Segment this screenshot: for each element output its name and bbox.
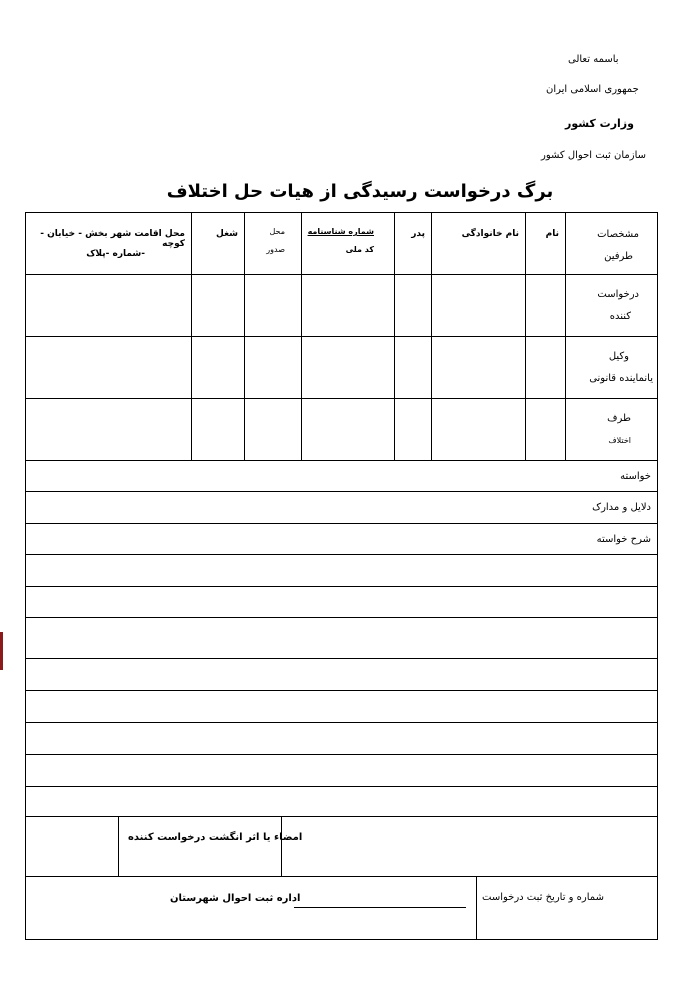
row-party — [566, 399, 658, 461]
cell-job[interactable] — [192, 275, 245, 337]
divider-line — [25, 786, 657, 787]
divider-line — [25, 690, 657, 691]
description-lines-box — [25, 618, 658, 817]
cell-family[interactable] — [432, 337, 526, 399]
divider-line — [25, 754, 657, 755]
cell-name[interactable] — [526, 275, 566, 337]
requester-signature-label: امضاء یا اثر انگشت درخواست کننده — [128, 832, 303, 843]
signature-row — [25, 816, 658, 877]
cell-issue[interactable] — [245, 337, 302, 399]
row-requester-line2: کننده — [609, 311, 631, 322]
cell-name[interactable] — [526, 337, 566, 399]
cell-name[interactable] — [526, 399, 566, 461]
evidence-label: دلایل و مدارک — [26, 492, 658, 524]
header-line-2: جمهوری اسلامی ایران — [546, 84, 639, 95]
table-row — [26, 275, 658, 337]
divider-line — [476, 876, 477, 939]
col-address-line1: محل اقامت شهر بخش - خیابان - کوچه — [40, 229, 185, 249]
cell-address[interactable] — [26, 337, 192, 399]
cell-address[interactable] — [26, 399, 192, 461]
col-specs-line1: مشخصات — [597, 229, 639, 240]
col-address — [26, 213, 192, 275]
blank-row[interactable] — [26, 555, 658, 587]
row-lawyer-line1: وکیل — [608, 351, 629, 362]
registry-office-label: اداره ثبت احوال شهرستان — [170, 893, 301, 904]
description-label: شرح خواسته — [26, 524, 658, 555]
col-specs — [566, 213, 658, 275]
request-label: خواسته — [26, 461, 658, 492]
col-name: نام — [526, 213, 566, 275]
col-id — [302, 213, 395, 275]
cell-family[interactable] — [432, 275, 526, 337]
registry-row — [25, 876, 658, 940]
row-lawyer — [566, 337, 658, 399]
cell-family[interactable] — [432, 399, 526, 461]
cell-father[interactable] — [395, 275, 432, 337]
header-line-1: باسمه تعالی — [568, 54, 619, 65]
registry-office-blank-line[interactable] — [294, 907, 466, 908]
cell-id[interactable] — [302, 399, 395, 461]
cell-address[interactable] — [26, 275, 192, 337]
table-header-row — [26, 213, 658, 275]
divider-line — [118, 816, 119, 876]
cell-father[interactable] — [395, 337, 432, 399]
col-issue-line1: محل — [269, 227, 285, 236]
table-row — [26, 399, 658, 461]
col-father: پدر — [395, 213, 432, 275]
row-lawyer-line2: یانماینده قانونی — [589, 373, 653, 384]
col-issue-line2: صدور — [266, 245, 285, 254]
row-party-line2: اختلاف — [608, 436, 631, 445]
blank-row[interactable] — [26, 587, 658, 618]
request-row — [26, 461, 658, 492]
col-job: شغل — [192, 213, 245, 275]
divider-line — [281, 816, 282, 876]
col-id-line2: کد ملی — [345, 245, 374, 254]
divider-line — [25, 722, 657, 723]
col-address-line2: -شماره -پلاک — [86, 249, 145, 259]
header-line-3: وزارت کشور — [565, 117, 634, 130]
form-title: برگ درخواست رسیدگی از هیات حل اختلاف — [166, 181, 554, 202]
evidence-row — [26, 492, 658, 524]
header-line-4: سازمان ثبت احوال کشور — [541, 150, 647, 161]
cell-issue[interactable] — [245, 399, 302, 461]
cell-id[interactable] — [302, 337, 395, 399]
divider-line — [25, 658, 657, 659]
description-row — [26, 524, 658, 555]
table-row — [26, 337, 658, 399]
col-specs-line2: طرفین — [604, 251, 633, 262]
row-requester — [566, 275, 658, 337]
col-family: نام خانوادگی — [432, 213, 526, 275]
blank-cell[interactable] — [26, 555, 658, 587]
request-number-date-label: شماره و تاریخ ثبت درخواست — [482, 892, 604, 903]
col-id-line1: شماره شناسنامه — [307, 227, 374, 236]
row-party-line1: طرف — [607, 413, 631, 424]
cell-father[interactable] — [395, 399, 432, 461]
parties-table — [25, 212, 658, 618]
edge-mark — [0, 632, 3, 670]
cell-id[interactable] — [302, 275, 395, 337]
cell-issue[interactable] — [245, 275, 302, 337]
row-requester-line1: درخواست — [597, 289, 639, 300]
cell-job[interactable] — [192, 399, 245, 461]
blank-cell[interactable] — [26, 587, 658, 618]
col-issue — [245, 213, 302, 275]
cell-job[interactable] — [192, 337, 245, 399]
